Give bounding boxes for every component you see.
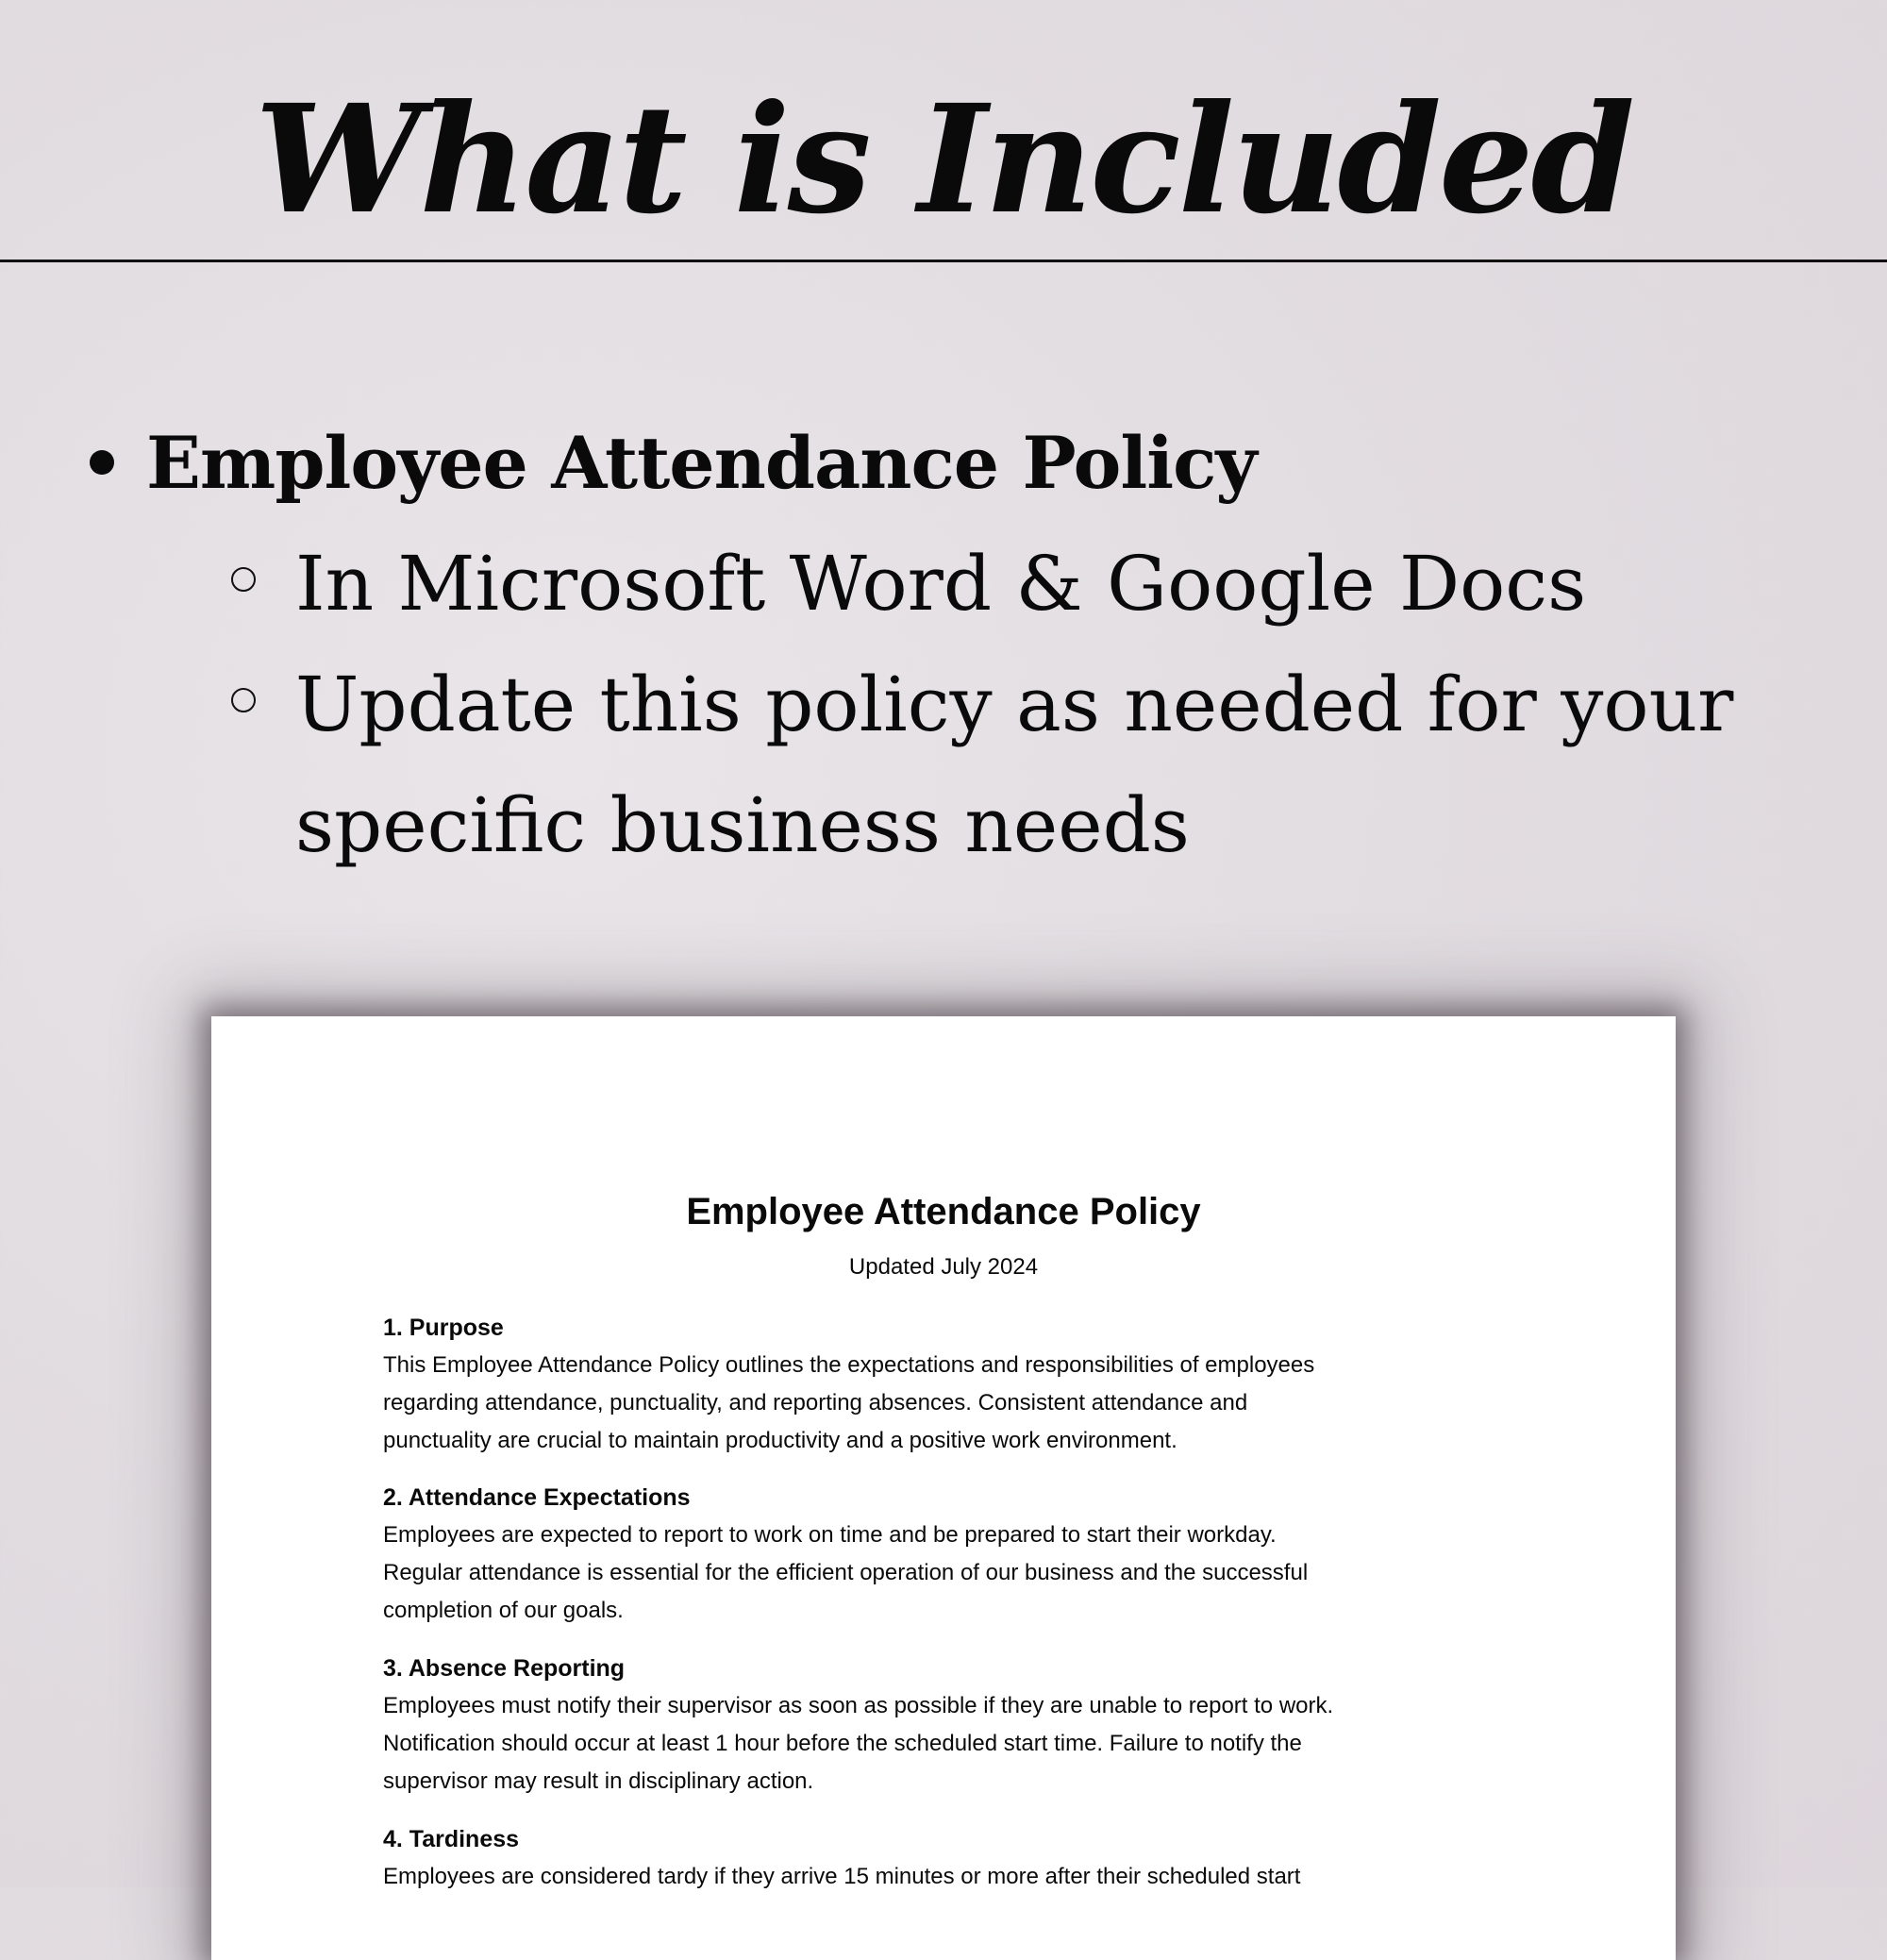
section-heading: 4. Tardiness [383, 1826, 520, 1852]
bullet-main-label: Employee Attendance Policy [146, 420, 1257, 505]
document-title: Employee Attendance Policy [686, 1191, 1201, 1232]
document-section-absence-reporting [383, 1650, 1515, 1801]
section-line: This Employee Attendance Policy outlines the expectations and responsibilities of employees [383, 1352, 1315, 1378]
section-line: supervisor may result in disciplinary action. [383, 1768, 814, 1794]
bullet-item-main [90, 410, 1257, 514]
section-line: Employees are expected to report to work on time and be prepared to start their workday. [383, 1522, 1277, 1548]
section-line: regarding attendance, punctuality, and reporting absences. Consistent attendance and [383, 1390, 1248, 1416]
bullet-dot-icon [90, 450, 114, 475]
document-section-purpose [383, 1309, 1515, 1460]
section-line: completion of our goals. [383, 1598, 624, 1623]
section-heading: 3. Absence Reporting [383, 1655, 626, 1682]
section-line: punctuality are crucial to maintain productivity and a positive work environment. [383, 1428, 1177, 1453]
section-heading: 1. Purpose [383, 1315, 504, 1341]
section-line: Employees must notify their supervisor as soon as possible if they are unable to report to work. [383, 1693, 1334, 1718]
section-line: Notification should occur at least 1 hour before the scheduled start time. Failure to notify the [383, 1731, 1302, 1756]
headline-divider [0, 260, 1887, 262]
document-section-attendance-expectations [383, 1479, 1515, 1630]
document-section-tardiness [383, 1820, 1515, 1896]
sub-bullet-circle-icon [231, 688, 256, 712]
document-subtitle: Updated July 2024 [848, 1254, 1039, 1280]
document-preview [211, 1016, 1676, 1960]
sub-bullet-item-update [231, 645, 1797, 886]
page-headline: What is Included [254, 73, 1633, 247]
sub-bullet-item-formats [231, 524, 1797, 645]
section-heading: 2. Attendance Expectations [383, 1484, 691, 1511]
sub-bullet-label: Update this policy as needed for your specific business needs [295, 661, 1734, 869]
sub-bullet-circle-icon [231, 567, 256, 592]
section-line: Employees are considered tardy if they arrive 15 minutes or more after their scheduled start [383, 1864, 1301, 1889]
section-line: Regular attendance is essential for the efficient operation of our business and the successful [383, 1560, 1309, 1585]
sub-bullet-label: In Microsoft Word & Google Docs [295, 540, 1587, 628]
